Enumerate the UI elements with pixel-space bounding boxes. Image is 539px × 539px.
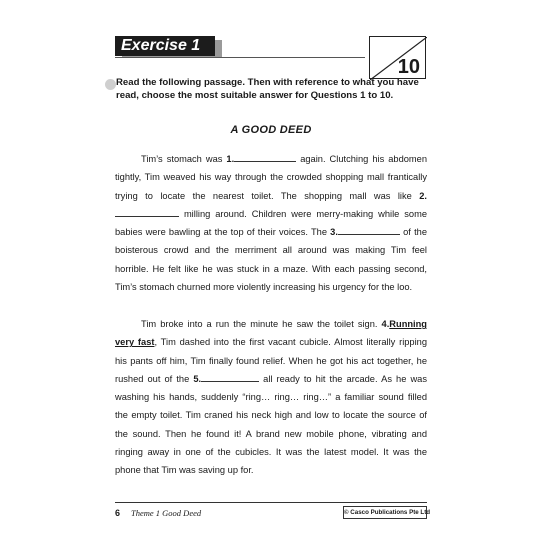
score-total: 10 xyxy=(397,56,420,78)
p1-text-3: milling around. Children were merry-making while some babies were bawling at the top of their voices. The xyxy=(115,208,427,238)
question-1-number: 1. xyxy=(226,154,235,164)
question-4-underlined: Running very fast xyxy=(115,319,427,348)
page-number: 6 xyxy=(115,508,121,518)
question-1-blank[interactable] xyxy=(234,153,296,162)
p1-text-4: of the boisterous crowd and the merriment all around was making Tim feel horrible. He felt like he was stuck in a maze. With each passing second, Tim’s stomach churned more violently increasing his urgency for the loo. xyxy=(115,227,427,293)
paragraph-2 xyxy=(115,315,427,480)
p2-text-1: Tim broke into a run the minute he saw the toilet sign. xyxy=(141,319,382,329)
question-5-number: 5. xyxy=(193,373,202,384)
paragraph-1 xyxy=(115,150,427,296)
question-3-number: 3. xyxy=(330,227,338,238)
question-2-blank[interactable] xyxy=(115,208,179,217)
question-5-blank[interactable] xyxy=(201,373,259,382)
p2-text-3: all ready to hit the arcade. As he was washing his hands, suddenly “ring… ring… ring…” a familiar sound filled the empty toilet. Tim craned his neck high and low to locate the source of the sound. Then he found it! A brand new mobile phone, vibrating and ringing away in one of the cubicles. It was the latest model. It was the phone that Tim was saving up for. xyxy=(115,373,427,476)
instructions: Read the following passage. Then with reference to what you have read, choose the most suitable answer for Questions 1 to 10. xyxy=(116,77,419,101)
question-4-number: 4. xyxy=(381,319,390,329)
question-3-blank[interactable] xyxy=(338,226,400,235)
p1-text-2: again. Clutching his abdomen tightly, Tim weaved his way through the crowded shopping mall frantically trying to locate the nearest toilet. The shopping mall was like xyxy=(115,154,428,201)
publisher-box: © Casco Publications Pte Ltd xyxy=(343,506,427,519)
passage-title: A GOOD DEED xyxy=(230,124,312,136)
header-rule xyxy=(115,57,365,58)
bullet-circle xyxy=(105,79,116,90)
exercise-title: Exercise 1 xyxy=(115,36,215,56)
footer-theme: Theme 1 Good Deed xyxy=(131,508,202,518)
footer-rule xyxy=(115,502,427,503)
p2-text-2: , Tim dashed into the first vacant cubicle. Almost literally ripping his pants off him, Tim finally found relief. When he got his act together, he rushed out of the xyxy=(115,337,428,384)
score-box xyxy=(369,36,426,79)
p1-text-1: Tim’s stomach was xyxy=(141,154,227,164)
question-2-number: 2. xyxy=(419,190,427,201)
